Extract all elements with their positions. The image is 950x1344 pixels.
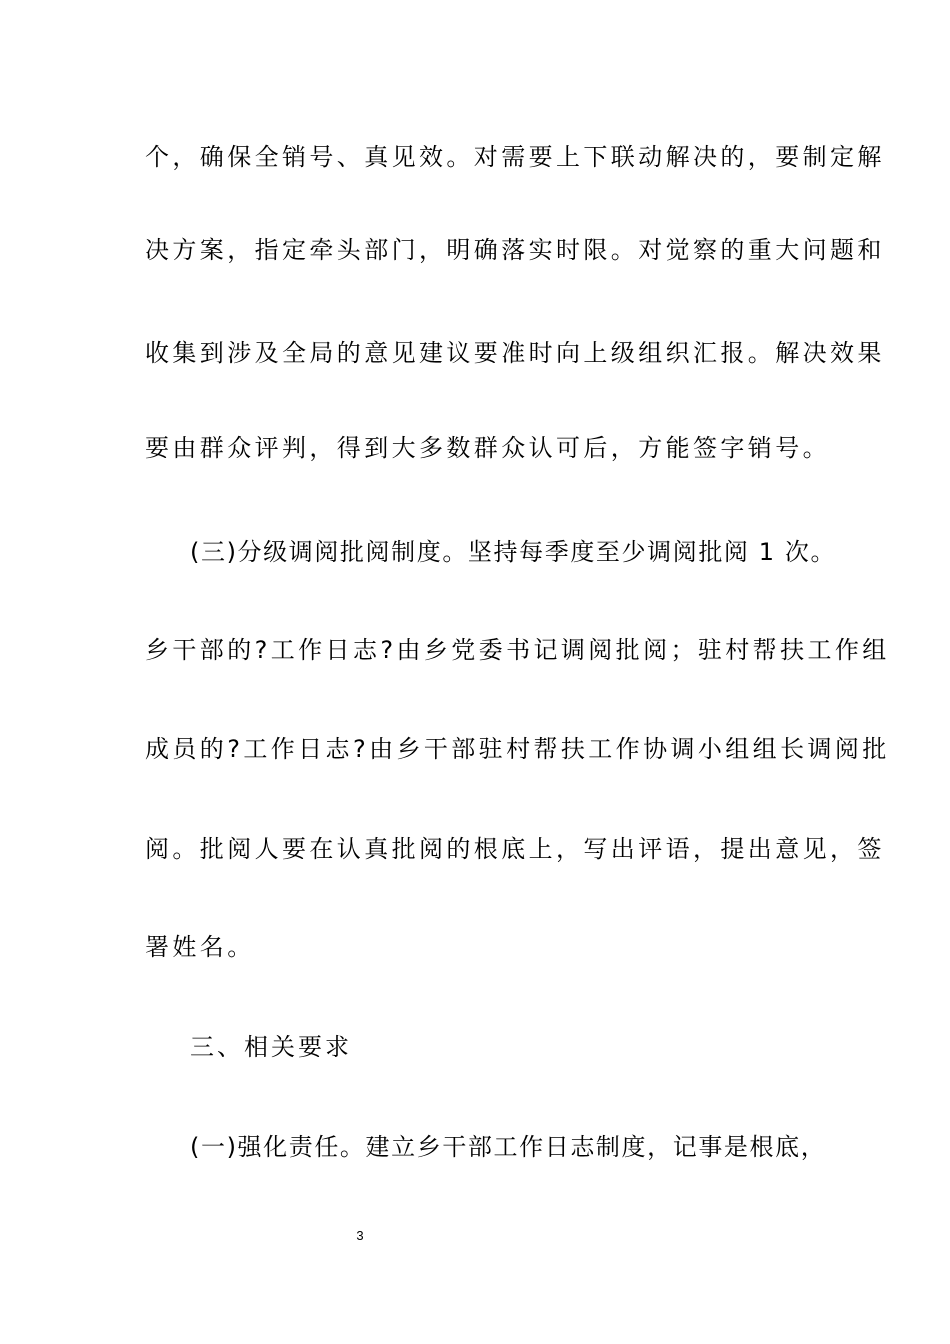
section-title: 三、相关要求: [190, 1033, 352, 1061]
paragraph-line: 署姓名。: [145, 933, 255, 961]
page-number: 3: [356, 1228, 364, 1243]
section-heading-line: (一)强化责任。建立乡干部工作日志制度，记事是根底，: [190, 1133, 827, 1161]
paragraph-line: 决方案，指定牵头部门，明确落实时限。对觉察的重大问题和: [145, 236, 885, 264]
paragraph-line: 成员的?工作日志?由乡干部驻村帮扶工作协调小组组长调阅批: [145, 735, 890, 763]
paragraph-line: 个，确保全销号、真见效。对需要上下联动解决的，要制定解: [145, 143, 885, 171]
paragraph-line: 收集到涉及全局的意见建议要准时向上级组织汇报。解决效果: [145, 339, 885, 367]
section-heading-line: (三)分级调阅批阅制度。坚持每季度至少调阅批阅 1 次。: [190, 538, 837, 566]
paragraph-line: 阅。批阅人要在认真批阅的根底上，写出评语，提出意见，签: [145, 835, 885, 863]
paragraph-line: 要由群众评判，得到大多数群众认可后，方能签字销号。: [145, 434, 830, 462]
paragraph-line: 乡干部的?工作日志?由乡党委书记调阅批阅；驻村帮扶工作组: [145, 636, 890, 664]
